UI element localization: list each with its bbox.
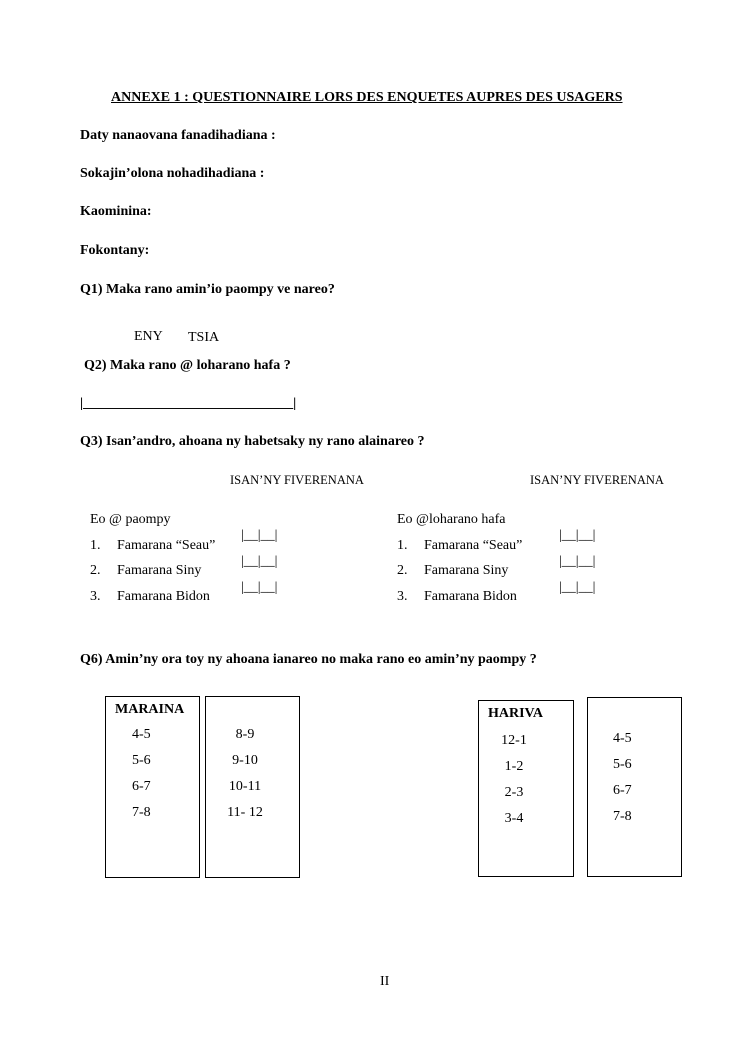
evening-box-1[interactable] (478, 700, 574, 877)
category-field-label: Sokajin’olona nohadihadiana : (80, 166, 265, 181)
page-title: ANNEXE 1 : QUESTIONNAIRE LORS DES ENQUETES AUPRES DES USAGERS (111, 90, 623, 105)
time-slot[interactable]: 7-8 (132, 805, 151, 820)
q1-option-yes[interactable]: ENY (134, 329, 163, 344)
q3-left-item-label: Famarana Bidon (117, 589, 210, 604)
time-slot[interactable]: 5-6 (613, 757, 632, 772)
q3-right-item-blank[interactable]: |__|__| (559, 580, 596, 595)
time-slot[interactable]: 8-9 (235, 727, 255, 742)
q3-left-item-number: 3. (90, 589, 101, 604)
morning-label: MARAINA (115, 702, 185, 717)
evening-box-2[interactable] (587, 697, 682, 877)
time-slot[interactable]: 6-7 (613, 783, 632, 798)
q3-left-item-number: 1. (90, 538, 101, 553)
time-slot[interactable]: 4-5 (613, 731, 632, 746)
time-slot[interactable]: 6-7 (132, 779, 151, 794)
q3-left-item-label: Famarana “Seau” (117, 538, 216, 553)
q2-question: Q2) Maka rano @ loharano hafa ? (84, 358, 291, 373)
time-slot[interactable]: 1-2 (504, 759, 524, 774)
time-slot[interactable]: 10-11 (228, 779, 262, 794)
commune-field-label: Kaominina: (80, 204, 152, 219)
evening-col2-list (613, 726, 632, 830)
q6-question: Q6) Amin’ny ora toy ny ahoana ianareo no maka rano eo amin’ny paompy ? (80, 652, 537, 667)
q3-right-item-number: 3. (397, 589, 408, 604)
date-field-label: Daty nanaovana fanadihadiana : (80, 128, 276, 143)
time-slot[interactable]: 5-6 (132, 753, 151, 768)
q3-right-item-label: Famarana Siny (424, 563, 509, 578)
morning-box-2[interactable] (205, 696, 300, 878)
q1-option-no[interactable]: TSIA (188, 330, 220, 345)
time-slot[interactable]: 3-4 (504, 811, 524, 826)
q3-left-item-blank[interactable]: |__|__| (241, 580, 278, 595)
time-slot[interactable]: 2-3 (504, 785, 524, 800)
q3-left-header: ISAN’NY FIVERENANA (230, 473, 364, 487)
time-slot[interactable]: 9-10 (232, 753, 258, 768)
q3-right-subtitle: Eo @loharano hafa (397, 512, 506, 527)
evening-col1-list (479, 728, 549, 832)
q2-answer-line[interactable]: |______________________________| (80, 396, 297, 411)
q3-right-item-blank[interactable]: |__|__| (559, 554, 596, 569)
q3-left-item-blank[interactable]: |__|__| (241, 554, 278, 569)
time-slot[interactable]: 4-5 (132, 727, 151, 742)
fokontany-field-label: Fokontany: (80, 243, 150, 258)
q3-left-item-label: Famarana Siny (117, 563, 202, 578)
q3-left-item-blank[interactable]: |__|__| (241, 528, 278, 543)
morning-col1-list (132, 722, 151, 826)
evening-label: HARIVA (488, 706, 543, 721)
q3-question: Q3) Isan’andro, ahoana ny habetsaky ny rano alainareo ? (80, 434, 425, 449)
page-number: II (380, 974, 390, 989)
q3-right-item-label: Famarana Bidon (424, 589, 517, 604)
q3-right-item-number: 1. (397, 538, 408, 553)
q1-question: Q1) Maka rano amin’io paompy ve nareo? (80, 282, 335, 297)
q3-left-item-number: 2. (90, 563, 101, 578)
q3-left-subtitle: Eo @ paompy (90, 512, 171, 527)
q3-right-item-label: Famarana “Seau” (424, 538, 523, 553)
time-slot[interactable]: 11- 12 (227, 805, 263, 820)
q3-right-item-blank[interactable]: |__|__| (559, 528, 596, 543)
time-slot[interactable]: 7-8 (613, 809, 632, 824)
morning-box-1[interactable] (105, 696, 200, 878)
q3-right-header: ISAN’NY FIVERENANA (530, 473, 664, 487)
q3-right-item-number: 2. (397, 563, 408, 578)
morning-col2-list (206, 722, 284, 826)
time-slot[interactable]: 12-1 (501, 733, 527, 748)
